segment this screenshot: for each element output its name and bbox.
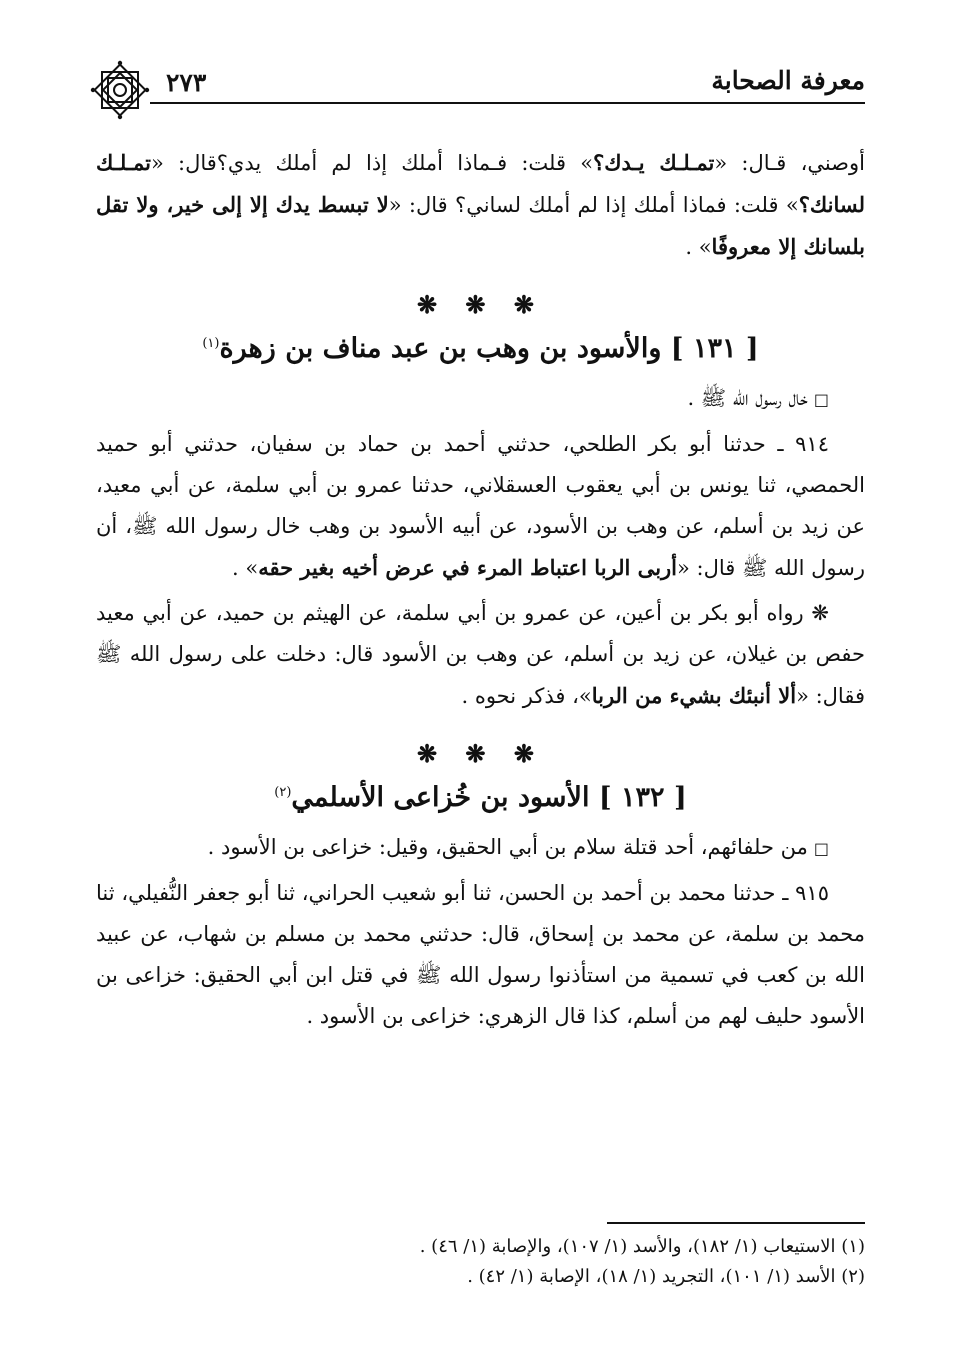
quote-text: لا تبسط يدك إلا إلى خير، ولا تقل بلسانك إلا معروفًا <box>96 192 865 259</box>
square-marker-icon: □ <box>813 839 829 858</box>
entry-description <box>96 378 865 420</box>
section-separator: ❋ ❋ ❋ <box>416 290 545 319</box>
footnote-ref: (١) <box>202 336 220 351</box>
page-body <box>96 142 865 1037</box>
footnote-1: (١) الاستيعاب (١/ ١٨٢)، والأسد (١/ ١٠٧)، والإصابة (١/ ٤٦) . <box>419 1236 865 1257</box>
quote-text: أربى الربا اعتباط المرء في عرض أخيه بغير حقه <box>258 555 678 580</box>
heading-text: [ ١٣١ ] والأسود بن وهب بن عبد مناف بن زهرة <box>219 333 759 364</box>
footnote-ref: (٢) <box>274 785 292 800</box>
header-rule <box>150 102 865 104</box>
quote-text: تمـلـك لسانك؟ <box>96 150 865 217</box>
text-segment: » . <box>685 235 712 259</box>
page-header <box>88 58 865 120</box>
heading-text: [ ١٣٢ ] الأسود بن خُزاعى الأسلمي <box>291 782 687 813</box>
text-segment: ٩١٤ ـ حدثنا أبو بكر الطلحي، حدثني أحمد بن حماد بن سفيان، حدثني أبو حميد الحمصي، ثنا يونس بن أبي يعقوب العسقلاني، حدثنا عمرو بن أبي سلمة، عن أبي معيد، عن زيد بن أسلم، عن وهب بن الأسود، عن أبيه الأسود بن وهب خال رسول الله ﷺ، أن رسول الله ﷺ قال: « <box>96 432 865 580</box>
text-segment: أوصني، قـال: « <box>714 151 865 175</box>
section-separator: ❋ ❋ ❋ <box>416 739 545 768</box>
entry-heading-131 <box>96 333 865 364</box>
description-text: من حلفائهم، أحد قتلة سلام بن أبي الحقيق، وقيل: خزاعى بن الأسود . <box>207 835 808 859</box>
text-segment: » قلت: فـماذا أملك إذا لم أملك يدي؟قال: « <box>150 151 594 175</box>
footnotes <box>96 1232 865 1292</box>
text-segment: ❋ رواه أبو بكر بن أعين، عن عمرو بن أبي سلمة، عن الهيثم بن حميد، عن أبي معيد حفص بن غيلان، عن زيد بن أسلم، عن وهب بن الأسود قال: دخلت على رسول الله ﷺ فقال: « <box>96 601 865 708</box>
text-segment: »، فذكر نحوه . <box>461 684 592 708</box>
hadith-915: ٩١٥ ـ حدثنا محمد بن أحمد بن الحسن، ثنا أبو شعيب الحراني، ثنا أبو جعفر النُّفيلي، ثنا محمد بن سلمة، عن محمد بن إسحاق، قال: حدثني محمد بن مسلم بن شهاب، عن عبيد الله بن كعب في تسمية من استأذنوا رسول الله ﷺ في قتل ابن أبي الحقيق: خزاعى بن الأسود حليف لهم من أسلم، كذا قال الزهري: خزاعى بن الأسود . <box>96 881 865 1028</box>
entry-heading-132 <box>96 782 865 813</box>
description-text: خال رسول الله ﷺ . <box>687 386 808 410</box>
text-segment: » . <box>232 556 259 580</box>
running-title: معرفة الصحابة <box>711 66 865 95</box>
text-segment: » قلت: فماذا أملك إذا لم أملك لساني؟ قال: « <box>388 193 799 217</box>
page-number: ٢٧٣ <box>166 68 207 97</box>
riwaya-paragraph <box>96 593 865 717</box>
quote-text: ألا أنبئك بشيء من الربا <box>591 683 797 708</box>
continuation-paragraph <box>96 142 865 268</box>
entry-description <box>96 827 865 869</box>
footnote-rule <box>607 1222 865 1224</box>
footnote-2: (٢) الأسد (١/ ١٠١)، التجريد (١/ ١٨)، الإصابة (١/ ٤٢) . <box>467 1266 865 1287</box>
quote-text: تمـلـك يـدك؟ <box>593 150 715 175</box>
octagram-ornament-icon <box>88 58 152 122</box>
hadith-914 <box>96 424 865 589</box>
square-marker-icon: □ <box>813 390 829 409</box>
